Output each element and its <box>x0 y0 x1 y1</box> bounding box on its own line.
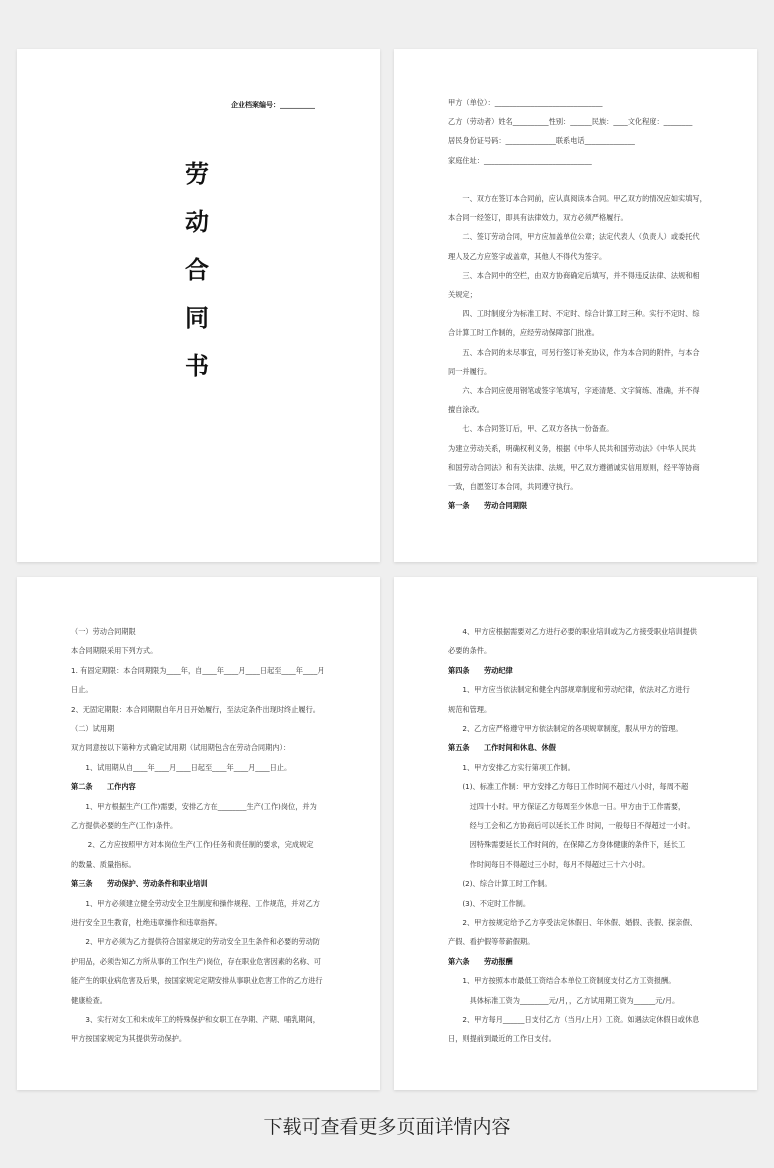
text-line: 一、双方在签订本合同前，应认真阅读本合同。甲乙双方的情况应如实填写， <box>448 194 707 203</box>
text-line: 作时间每日不得超过三小时，每月不得超过三十六小时。 <box>448 859 650 869</box>
text-line: 一致，自愿签订本合同，共同遵守执行。 <box>448 482 578 491</box>
text-line: 乙方（劳动者）姓名__________性别：______民族：____文化程度：________ <box>448 117 693 127</box>
text-line: 二、签订劳动合同，甲方应加盖单位公章；法定代表人（负责人）或委托代 <box>448 232 700 242</box>
section-heading: 第一条 劳动合同期限 <box>448 501 528 511</box>
section-heading: 第四条 劳动纪律 <box>448 665 513 675</box>
text-line: 三、本合同中的空栏，由双方协商确定后填写，并不得违反法律、法规和相 <box>448 270 700 280</box>
title-char: 书 <box>185 352 209 380</box>
text-line: 关规定； <box>448 290 477 299</box>
text-line: 乙方提供必要的生产(工作)条件。 <box>71 821 178 830</box>
download-hint: 下载可查看更多页面详情内容 <box>263 1116 511 1138</box>
contract-rules-page <box>394 577 757 1090</box>
text-line: 产假、看护假等带薪假期。 <box>448 937 535 947</box>
text-line: 3、实行对女工和未成年工的特殊保护和女职工在孕期、产期、哺乳期间， <box>71 1015 320 1024</box>
text-line: 因特殊需要延长工作时间的，在保障乙方身体健康的条件下，延长工 <box>448 840 686 850</box>
text-line: 护用品，必须告知乙方所从事的工作(生产)岗位，存在职业危害因素的名称、可 <box>71 956 321 966</box>
text-line: （二）试用期 <box>71 724 115 733</box>
text-line: 2、无固定期限：本合同期限自年月日开始履行，至法定条件出现时终止履行。 <box>71 704 320 714</box>
instructions-page <box>394 49 757 562</box>
text-line: (2)、综合计算工时工作制。 <box>448 879 552 889</box>
text-line: (1)、标准工作制：甲方安排乙方每日工作时间不超过八小时，每周不超 <box>448 782 689 792</box>
text-line: 本合同期限采用下列方式。 <box>71 646 158 656</box>
text-line: 同一并履行。 <box>448 366 492 376</box>
text-line: 的数量、质量指标。 <box>71 859 136 869</box>
text-line: 1、甲方根据生产(工作)需要，安排乙方在________生产(工作)岗位，并为 <box>71 801 317 811</box>
text-line: 过四十小时。甲方保证乙方每周至少休息一日。甲方由于工作需要， <box>448 801 686 811</box>
text-line: 擅自涂改。 <box>448 405 484 415</box>
text-line: 1、甲方应当依法制定和健全内部规章制度和劳动纪律，依法对乙方进行 <box>448 685 690 695</box>
text-line: 合计算工时工作制的，应经劳动保障部门批准。 <box>448 328 599 338</box>
text-line: 能产生的职业病危害及后果，按国家规定定期安排从事职业危害工作的乙方进行 <box>71 976 323 986</box>
text-line: 理人及乙方应签字或盖章，其他人不得代为签字。 <box>448 251 607 261</box>
text-line: 五、本合同的未尽事宜，可另行签订补充协议，作为本合同的附件，与本合 <box>448 347 700 357</box>
text-line: 1. 有固定期限：本合同期限为____年，自____年____月____日起至____年____月 <box>71 665 325 675</box>
section-heading: 第二条 工作内容 <box>71 782 136 792</box>
text-line: 1、甲方按照本市最低工资结合本单位工资制度支付乙方工资报酬。 <box>448 976 676 986</box>
text-line: 日止。 <box>71 685 93 695</box>
text-line: 本合同一经签订，即具有法律效力，双方必须严格履行。 <box>448 213 628 223</box>
text-line: 1、试用期从自____年____月____日起至____年____月____日止。 <box>71 762 292 772</box>
text-line: 2、乙方应按照甲方对本岗位生产(工作)任务和责任制的要求，完成规定 <box>71 840 314 850</box>
text-line: 具体标准工资为________元/月，，乙方试用期工资为______元/月。 <box>448 995 680 1005</box>
text-line: 七、本合同签订后，甲、乙双方各执一份备查。 <box>448 424 614 434</box>
text-line: 居民身份证号码：______________联系电话______________ <box>448 136 635 146</box>
text-line: 经与工会和乙方协商后可以延长工作 时间，一般每日不得超过一小时。 <box>448 821 695 830</box>
text-line: 必要的条件。 <box>448 646 492 656</box>
text-line: 1、甲方必须建立健全劳动安全卫生制度和操作规程、工作规范，并对乙方 <box>71 898 320 908</box>
title-char: 劳 <box>185 160 209 188</box>
section-heading: 第六条 劳动报酬 <box>448 956 513 966</box>
text-line: （一）劳动合同期限 <box>71 627 136 636</box>
cover-page <box>17 49 380 562</box>
text-line: 2、甲方按规定给予乙方享受法定休假日、年休假、婚假、丧假、探亲假、 <box>448 918 697 927</box>
text-line: 2、乙方应严格遵守甲方依法制定的各项规章制度，服从甲方的管理。 <box>448 724 683 733</box>
text-line: 1、甲方安排乙方实行第项工作制。 <box>448 762 575 772</box>
text-line: (3)、不定时工作制。 <box>448 898 531 908</box>
text-line: 4、甲方应根据需要对乙方进行必要的职业培训或为乙方接受职业培训提供 <box>448 627 697 636</box>
text-line: 和国劳动合同法》和有关法律、法规，甲乙双方遵循诚实信用原则，经平等协商 <box>448 462 700 472</box>
text-line: 2、甲方每月______日支付乙方（当月/上月）工资。如遇法定休假日或休息 <box>448 1015 700 1024</box>
title-char: 合 <box>185 256 209 284</box>
title-char: 动 <box>185 208 209 236</box>
text-line: 进行安全卫生教育，杜绝违章操作和违章指挥。 <box>71 918 222 927</box>
text-line: 家庭住址：______________________________ <box>448 155 592 165</box>
section-heading: 第三条 劳动保护、劳动条件和职业培训 <box>71 879 208 889</box>
text-line: 四、工时制度分为标准工时、不定时、综合计算工时三种。实行不定时、综 <box>448 309 700 319</box>
text-line: 双方同意按以下第种方式确定试用期（试用期包含在劳动合同期内）： <box>71 743 291 753</box>
text-line: 为建立劳动关系，明确权利义务，根据《中华人民共和国劳动法》《中华人民共 <box>448 443 696 453</box>
archive-number: 企业档案编号：__________ <box>231 101 315 109</box>
text-line: 2、甲方必须为乙方提供符合国家规定的劳动安全卫生条件和必要的劳动防 <box>71 937 320 947</box>
text-line: 日，则提前到最近的工作日支付。 <box>448 1034 556 1044</box>
text-line: 六、本合同应使用钢笔或签字笔填写，字迹清楚、文字简练、准确，并不得 <box>448 386 700 395</box>
text-line: 甲方（单位）：______________________________ <box>448 98 603 107</box>
text-line: 甲方按国家规定为其提供劳动保护。 <box>71 1034 187 1044</box>
text-line: 健康检查。 <box>71 995 107 1005</box>
section-heading: 第五条 工作时间和休息、休假 <box>448 743 556 753</box>
title-char: 同 <box>185 304 209 332</box>
contract-term-page <box>17 577 380 1090</box>
text-line: 规范和管理。 <box>448 704 492 714</box>
